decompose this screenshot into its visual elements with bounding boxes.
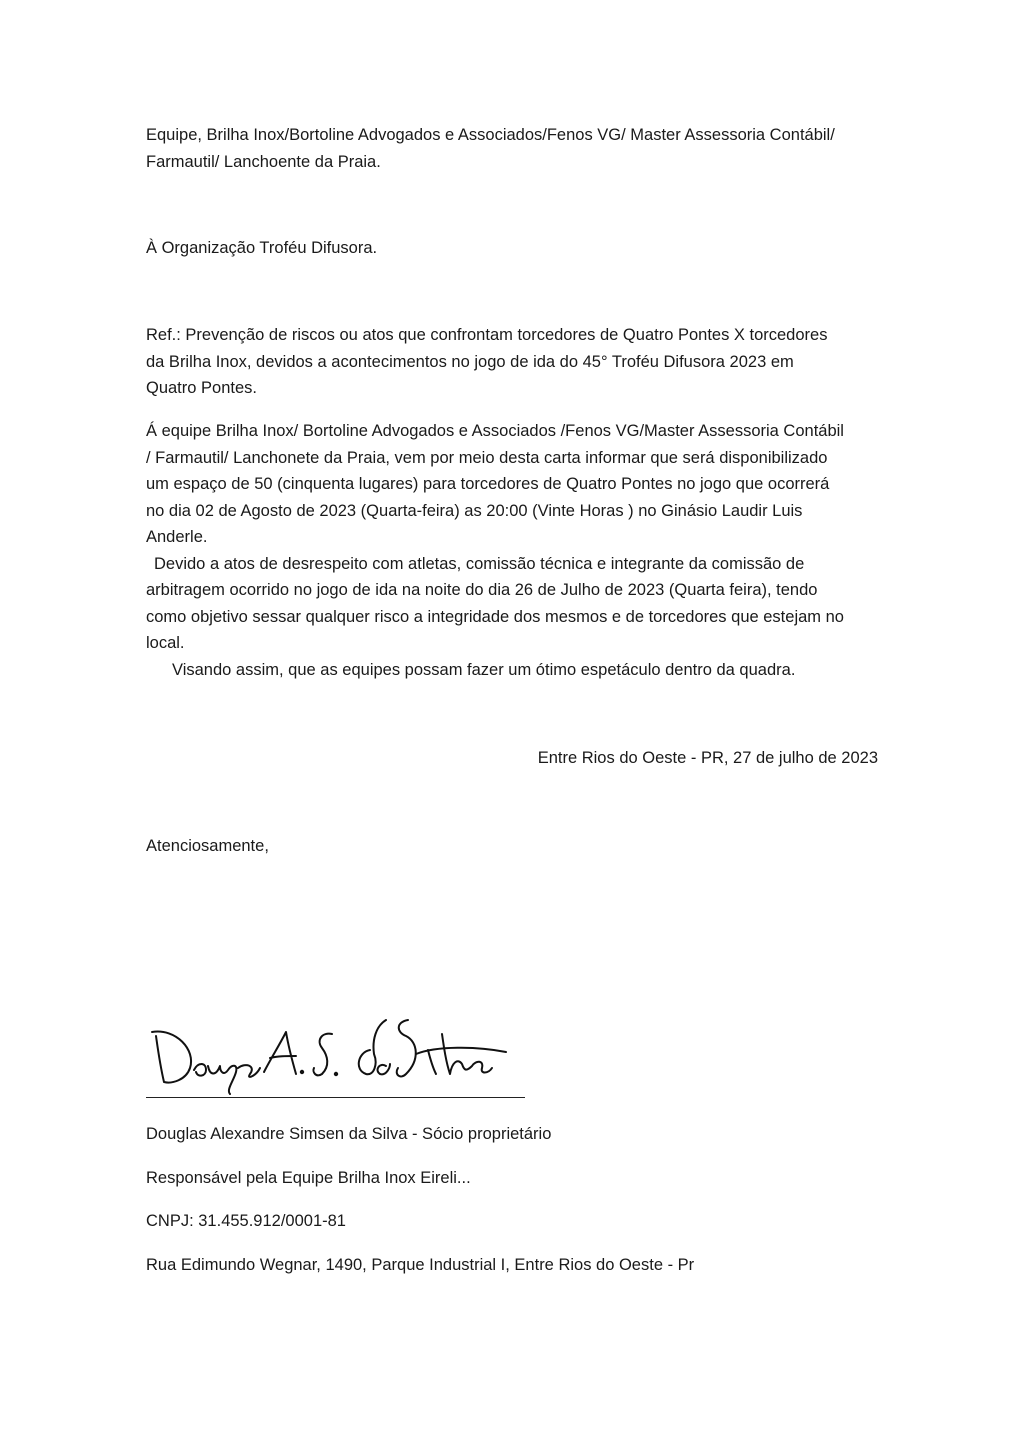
- body-line: um espaço de 50 (cinquenta lugares) para torcedores de Quatro Pontes no jogo que ocorrerá: [146, 475, 830, 493]
- header-block: [146, 122, 886, 175]
- body-line: como objetivo sessar qualquer risco a integridade dos mesmos e de torcedores que estejam no: [146, 607, 844, 626]
- body-line: Devido a atos de desrespeito com atletas, comissão técnica e integrante da comissão de: [154, 554, 805, 573]
- body-block: [146, 418, 886, 683]
- body-line: no dia 02 de Agosto de 2023 (Quarta-feira) as 20:00 (Vinte Horas ) no Ginásio Laudir Luis: [146, 501, 803, 520]
- signer-name-role: Douglas Alexandre Simsen da Silva - Sócio proprietário: [146, 1125, 552, 1143]
- header-line-2: Farmautil/ Lanchoente da Praia.: [146, 152, 381, 171]
- reference-line-3: Quatro Pontes.: [146, 379, 257, 397]
- reference-line-2: da Brilha Inox, devidos a acontecimentos no jogo de ida do 45° Troféu Difusora 2023 em: [146, 352, 794, 371]
- signer-address: Rua Edimundo Wegnar, 1490, Parque Industrial I, Entre Rios do Oeste - Pr: [146, 1256, 695, 1274]
- place-date: Entre Rios do Oeste - PR, 27 de julho de 2023: [537, 749, 878, 767]
- body-line: Anderle.: [146, 528, 208, 546]
- signer-cnpj: CNPJ: 31.455.912/0001-81: [146, 1212, 346, 1230]
- body-line: / Farmautil/ Lanchonete da Praia, vem por meio desta carta informar que será disponibilizado: [146, 448, 828, 467]
- closing: Atenciosamente,: [146, 837, 269, 855]
- signer-responsible: Responsável pela Equipe Brilha Inox Eireli...: [146, 1169, 471, 1187]
- reference-block: [146, 322, 886, 402]
- body-line: local.: [146, 634, 185, 652]
- body-line: Á equipe Brilha Inox/ Bortoline Advogados e Associados /Fenos VG/Master Assessoria Contábil: [146, 422, 844, 440]
- signature-line: [146, 1097, 525, 1098]
- body-line: arbitragem ocorrido no jogo de ida na noite do dia 26 de Julho de 2023 (Quarta feira), tendo: [146, 581, 818, 599]
- body-line: Visando assim, que as equipes possam fazer um ótimo espetáculo dentro da quadra.: [172, 660, 796, 679]
- handwritten-signature: [146, 1010, 526, 1100]
- header-line-1: Equipe, Brilha Inox/Bortoline Advogados e Associados/Fenos VG/ Master Assessoria Contábil/: [146, 126, 835, 144]
- reference-line-1: Ref.: Prevenção de riscos ou atos que confrontam torcedores de Quatro Pontes X torcedores: [146, 326, 828, 344]
- addressee: À Organização Troféu Difusora.: [146, 239, 378, 257]
